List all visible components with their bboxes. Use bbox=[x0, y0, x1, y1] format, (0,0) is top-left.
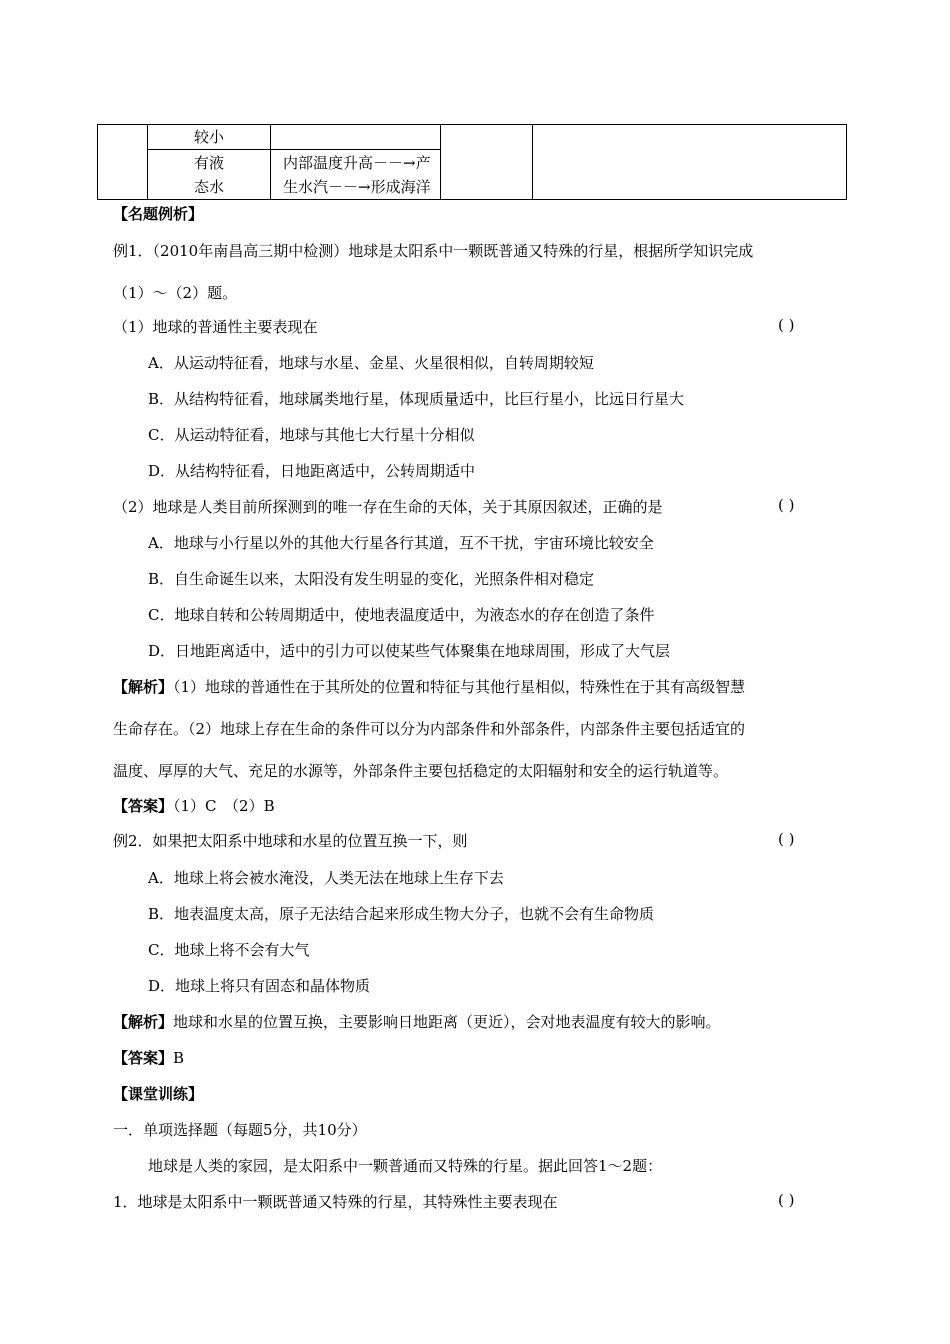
example1-analysis-line1: 【解析】（1）地球的普通性在于其所处的位置和特征与其他行星相似，特殊性在于其有高级智慧 bbox=[113, 678, 746, 696]
option-a: A．地球与小行星以外的其他大行星各行其道，互不干扰，宇宙环境比较安全 bbox=[148, 534, 654, 552]
option-b: B．地表温度太高，原子无法结合起来形成生物大分子，也就不会有生命物质 bbox=[148, 905, 655, 923]
table-cell-liquid-water: 有液 态水 bbox=[148, 150, 271, 200]
example1-analysis-line2: 生命存在。（2）地球上存在生命的条件可以分为内部条件和外部条件，内部条件主要包括适宜的 bbox=[113, 720, 746, 738]
option-d: D．日地距离适中，适中的引力可以使某些气体聚集在地球周围，形成了大气层 bbox=[148, 642, 671, 660]
option-a: A．地球上将会被水淹没，人类无法在地球上生存下去 bbox=[148, 869, 504, 887]
option-d: D．地球上将只有固态和晶体物质 bbox=[148, 977, 371, 995]
example1-question1: （1）地球的普通性主要表现在 bbox=[113, 318, 318, 336]
option-a: A．从运动特征看，地球与水星、金星、火星很相似，自转周期较短 bbox=[148, 354, 594, 372]
table-cell-small: 较小 bbox=[148, 125, 271, 150]
answer-blank: ( ) bbox=[778, 1191, 795, 1209]
part-heading-single-choice: 一．单项选择题（每题5分，共10分） bbox=[113, 1121, 367, 1139]
section-heading-examples: 【名题例析】 bbox=[113, 205, 204, 223]
example1-question2: （2）地球是人类目前所探测到的唯一存在生命的天体，关于其原因叙述，正确的是 bbox=[113, 498, 663, 516]
table-cell-empty bbox=[98, 125, 148, 200]
analysis-label: 【解析】 bbox=[113, 678, 174, 696]
section-heading-training: 【课堂训练】 bbox=[113, 1085, 204, 1103]
example1-stem-line1: 例1．（2010年南昌高三期中检测）地球是太阳系中一颗既普通又特殊的行星，根据所学知识完成 bbox=[113, 242, 754, 260]
example2-question: 例2．如果把太阳系中地球和水星的位置互换一下，则 bbox=[113, 832, 468, 850]
example1-analysis-line3: 温度、厚厚的大气、充足的水源等，外部条件主要包括稳定的太阳辐射和安全的运行轨道等。 bbox=[113, 762, 729, 780]
answer-blank: ( ) bbox=[778, 830, 795, 848]
table-cell-empty bbox=[271, 125, 441, 150]
table-cell-empty bbox=[533, 125, 847, 200]
table-cell-ocean-formation: 内部温度升高－－→产 生水汽－－→形成海洋 bbox=[271, 150, 441, 200]
example1-answer: 【答案】（1）C （2）B bbox=[113, 797, 275, 815]
option-b: B．自生命诞生以来，太阳没有发生明显的变化，光照条件相对稳定 bbox=[148, 570, 595, 588]
table-cell-empty bbox=[441, 125, 533, 200]
training-question1: 1．地球是太阳系中一颗既普通又特殊的行星，其特殊性主要表现在 bbox=[113, 1193, 558, 1211]
option-c: C．地球自转和公转周期适中，使地表温度适中，为液态水的存在创造了条件 bbox=[148, 606, 655, 624]
answer-blank: ( ) bbox=[778, 496, 795, 514]
question-intro: 地球是人类的家园，是太阳系中一颗普通而又特殊的行星。据此回答1～2题： bbox=[148, 1157, 663, 1175]
property-table bbox=[97, 124, 847, 200]
option-c: C．地球上将不会有大气 bbox=[148, 941, 310, 959]
example2-answer: 【答案】B bbox=[113, 1049, 185, 1067]
option-d: D．从结构特征看，日地距离适中，公转周期适中 bbox=[148, 462, 476, 480]
option-b: B．从结构特征看，地球属类地行星，体现质量适中，比巨行星小，比远日行星大 bbox=[148, 390, 685, 408]
answer-label: 【答案】 bbox=[113, 797, 174, 815]
option-c: C．从运动特征看，地球与其他七大行星十分相似 bbox=[148, 426, 475, 444]
example1-stem-line2: （1）～（2）题。 bbox=[113, 284, 238, 302]
analysis-label: 【解析】 bbox=[113, 1013, 174, 1031]
example2-analysis: 【解析】地球和水星的位置互换，主要影响日地距离（更近），会对地表温度有较大的影响。 bbox=[113, 1013, 721, 1031]
answer-label: 【答案】 bbox=[113, 1049, 174, 1067]
answer-blank: ( ) bbox=[778, 316, 795, 334]
